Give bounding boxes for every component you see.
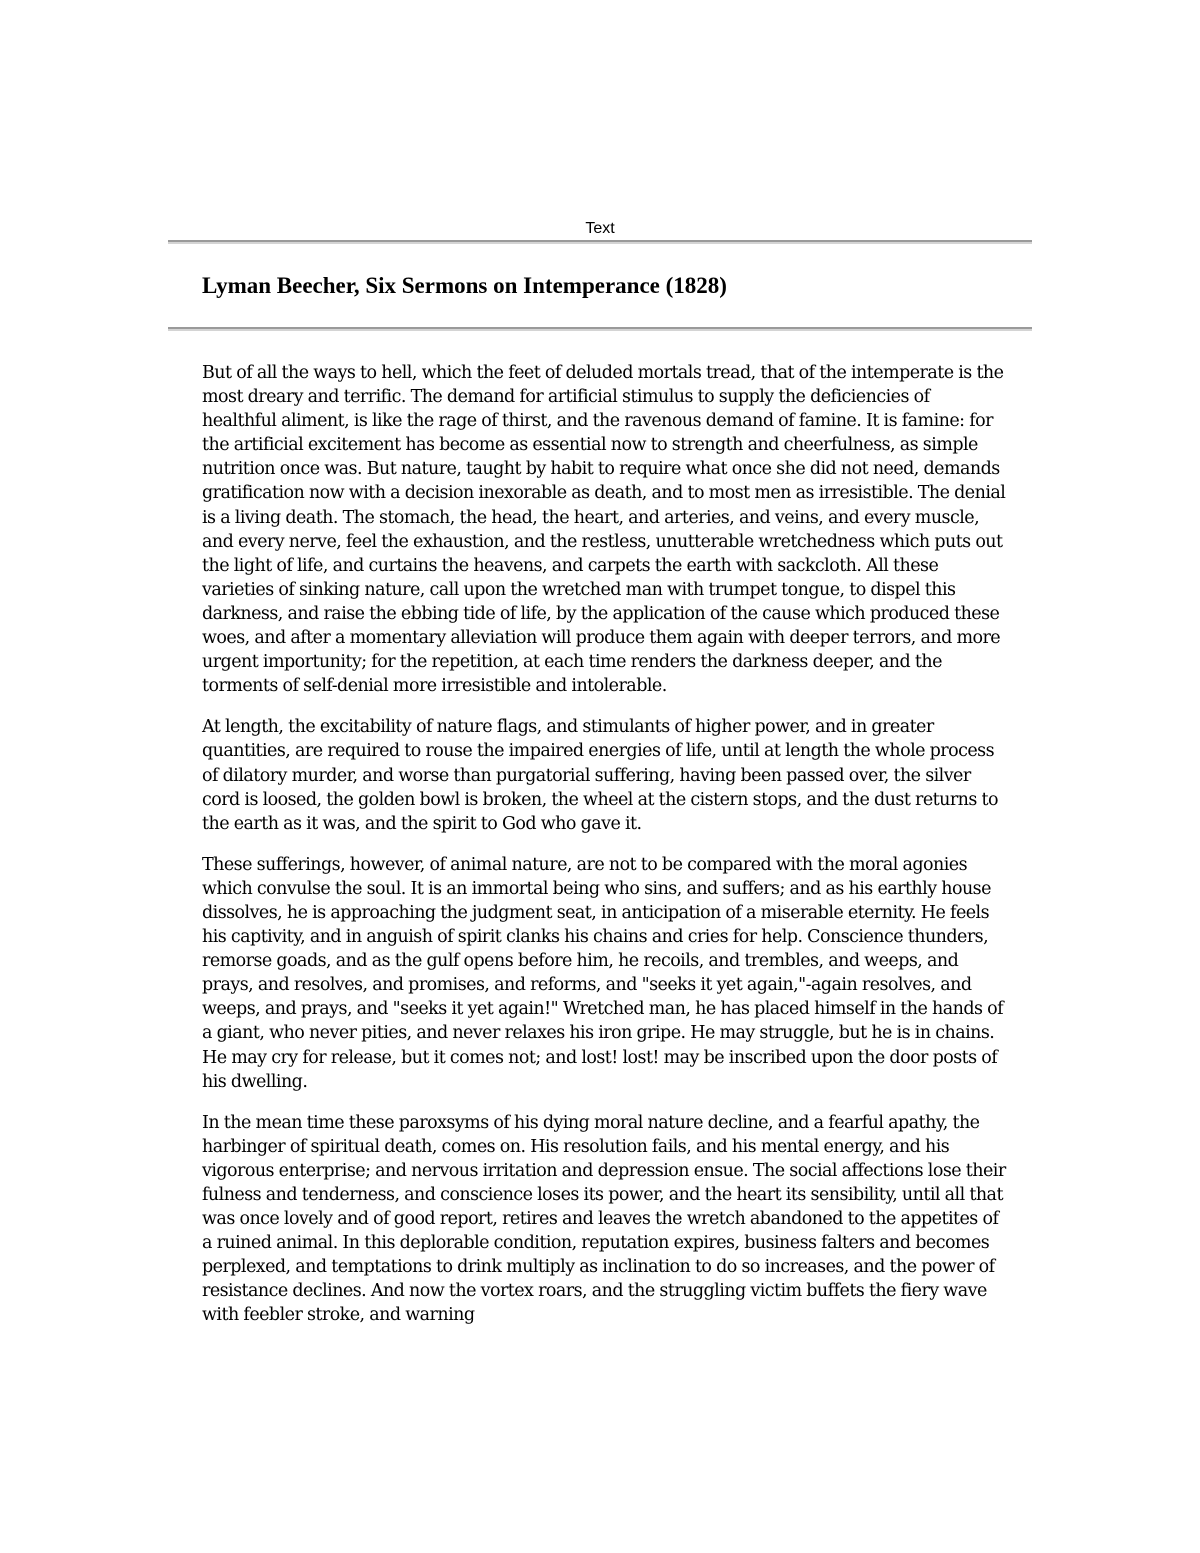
page-header: Text	[585, 220, 615, 237]
document-body	[202, 361, 1006, 1345]
body-paragraph: In the mean time these paroxsyms of his dying moral nature decline, and a fearful apathy, the harbinger of spiritual death, comes on. His resolution fails, and his mental energy, and his vigorous enterprise; and nervous irritation and depression ensue. The social affections lose their fulness and tenderness, and conscience loses its power, and the heart its sensibility, until all that was once lovely and of good report, retires and leaves the wretch abandoned to the appetites of a ruined animal. In this deplorable condition, reputation expires, business falters and becomes perplexed, and temptations to drink multiply as inclination to do so increases, and the power of resistance declines. And now the vortex roars, and the struggling victim buffets the fiery wave with feebler stroke, and warning	[202, 1112, 1006, 1326]
body-paragraph: These sufferings, however, of animal nature, are not to be compared with the moral agonies which convulse the soul. It is an immortal being who sins, and suffers; and as his earthly house dissolves, he is approaching the judgment seat, in anticipation of a miserable eternity. He feels his captivity, and in anguish of spirit clanks his chains and cries for help. Conscience thunders, remorse goads, and as the gulf opens before him, he recoils, and trembles, and weeps, and prays, and resolves, and promises, and reforms, and "seeks it yet again,"-again resolves, and weeps, and prays, and "seeks it yet again!" Wretched man, he has placed himself in the hands of a giant, who never pities, and never relaxes his iron gripe. He may struggle, but he is in chains. He may cry for release, but it comes not; and lost! lost! may be inscribed upon the door posts of his dwelling.	[202, 854, 1004, 1092]
top-divider	[168, 240, 1032, 244]
document-title: Lyman Beecher, Six Sermons on Intemperance (1828)	[202, 273, 727, 298]
title-divider	[168, 327, 1032, 331]
body-paragraph: At length, the excitability of nature flags, and stimulants of higher power, and in greater quantities, are required to rouse the impaired energies of life, until at length the whole process of dilatory murder, and worse than purgatorial suffering, having been passed over, the silver cord is loosed, the golden bowl is broken, the wheel at the cistern stops, and the dust returns to the earth as it was, and the spirit to God who gave it.	[202, 717, 999, 834]
body-paragraph: But of all the ways to hell, which the feet of deluded mortals tread, that of the intemperate is the most dreary and terrific. The demand for artificial stimulus to supply the deficiencies of healthful aliment, is like the rage of thirst, and the ravenous demand of famine. It is famine: for the artificial excitement has become as essential now to strength and cheerfulness, as simple nutrition once was. But nature, taught by habit to require what once she did not need, demands gratification now with a decision inexorable as death, and to most men as irresistible. The denial is a living death. The stomach, the head, the heart, and arteries, and veins, and every muscle, and every nerve, feel the exhaustion, and the restless, unutterable wretchedness which puts out the light of life, and curtains the heavens, and carpets the earth with sackcloth. All these varieties of sinking nature, call upon the wretched man with trumpet tongue, to dispel this darkness, and raise the ebbing tide of life, by the application of the cause which produced these woes, and after a momentary alleviation will produce them again with deeper terrors, and more urgent importunity; for the repetition, at each time renders the darkness deeper, and the torments of self-denial more irresistible and intolerable.	[202, 363, 1006, 697]
